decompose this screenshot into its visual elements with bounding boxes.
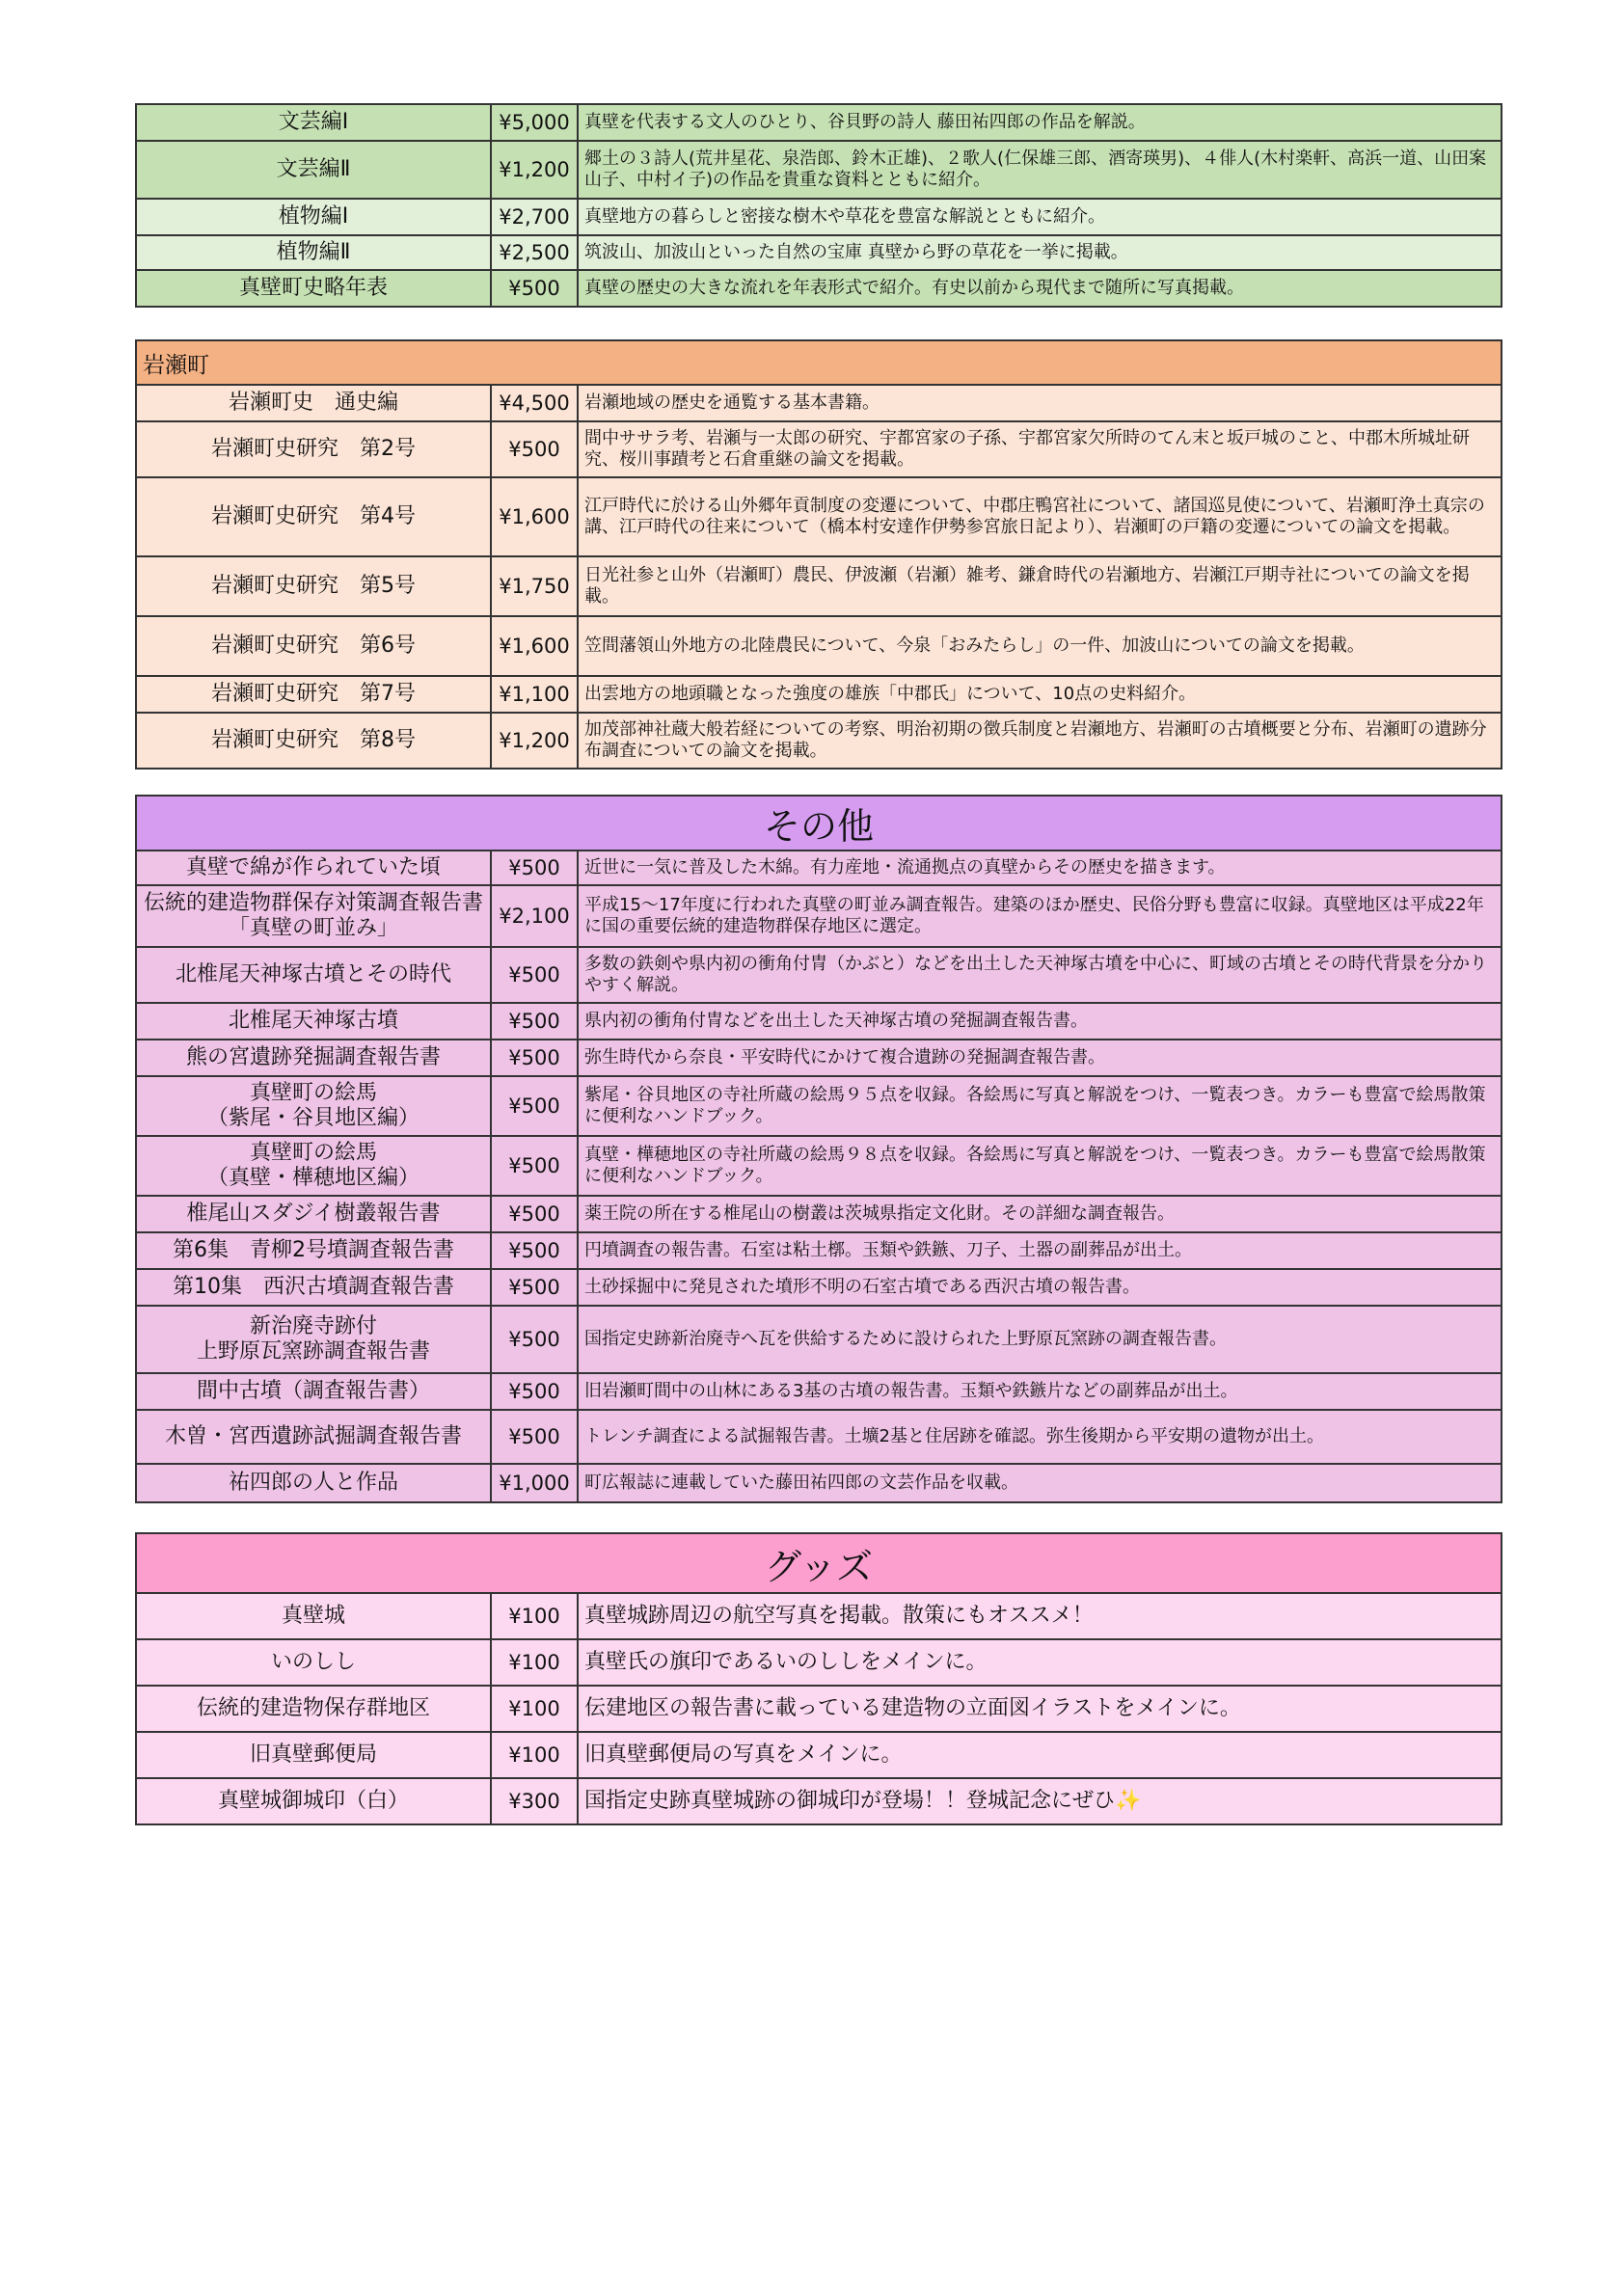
item-name: 岩瀬町史 通史編 [136,385,491,421]
item-desc: 旧岩瀬町間中の山林にある3基の古墳の報告書。玉類や鉄鏃片などの副葬品が出土。 [578,1373,1502,1410]
item-desc: 真壁城跡周辺の航空写真を掲載。散策にもオススメ！ [578,1593,1502,1639]
item-price: ¥500 [491,851,578,885]
table-row [136,616,1502,676]
table-row [136,1076,1502,1136]
item-price: ¥1,750 [491,556,578,616]
item-desc: 岩瀬地域の歴史を通覧する基本書籍。 [578,385,1502,421]
item-name: 伝統的建造物群保存対策調査報告書「真壁の町並み」 [136,885,491,947]
item-price: ¥500 [491,1136,578,1196]
item-price: ¥100 [491,1732,578,1778]
item-name: 岩瀬町史研究 第7号 [136,676,491,713]
item-price: ¥500 [491,1232,578,1269]
item-price: ¥500 [491,1410,578,1464]
iwase-table [135,339,1502,770]
item-desc: 薬王院の所在する椎尾山の樹叢は茨城県指定文化財。その詳細な調査報告。 [578,1196,1502,1232]
section-title: 岩瀬町 [136,340,1502,385]
item-desc: 郷土の３詩人(荒井星花、泉浩郎、鈴木正雄)、２歌人(仁保雄三郎、酒寄瑛男)、４俳人(木村楽軒、高浜一道、山田案山子、中村イ子)の作品を貴重な資料とともに紹介。 [578,141,1502,199]
item-name: 植物編Ⅱ [136,235,491,270]
item-desc: 多数の鉄剣や県内初の衝角付冑（かぶと）などを出土した天神塚古墳を中心に、町域の古墳とその時代背景を分かりやすく解説。 [578,947,1502,1003]
item-price: ¥1,100 [491,676,578,713]
item-desc: 江戸時代に於ける山外郷年貢制度の変遷について、中郡庄鴨宮社について、諸国巡見使について、岩瀬町浄土真宗の講、江戸時代の往来について（橋本村安達作伊勢参宮旅日記より）、岩瀬町の戸籍の変遷についての論文を掲載。 [578,477,1502,556]
item-name: 新治廃寺跡付 上野原瓦窯跡調査報告書 [136,1306,491,1373]
table-row [136,676,1502,713]
item-name: 椎尾山スダジイ樹叢報告書 [136,1196,491,1232]
item-name: 北椎尾天神塚古墳とその時代 [136,947,491,1003]
item-name: 真壁町史略年表 [136,270,491,307]
item-desc: 笠間藩領山外地方の北陸農民について、今泉「おみたらし」の一件、加波山についての論文を掲載。 [578,616,1502,676]
table-row [136,713,1502,769]
item-name: 北椎尾天神塚古墳 [136,1003,491,1040]
item-desc: 真壁・樺穂地区の寺社所蔵の絵馬９８点を収録。各絵馬に写真と解説をつけ、一覧表つき。カラーも豊富で絵馬散策に便利なハンドブック。 [578,1136,1502,1196]
table-row [136,104,1502,141]
item-desc: 真壁の歴史の大きな流れを年表形式で紹介。有史以前から現代まで随所に写真掲載。 [578,270,1502,307]
table-row [136,1732,1502,1778]
table-row [136,1196,1502,1232]
item-name: 文芸編Ⅰ [136,104,491,141]
section-header-row [136,340,1502,385]
item-name: 真壁城 [136,1593,491,1639]
item-name: 岩瀬町史研究 第5号 [136,556,491,616]
table-row [136,235,1502,270]
table-row [136,1373,1502,1410]
item-price: ¥5,000 [491,104,578,141]
item-price: ¥500 [491,1076,578,1136]
item-price: ¥2,100 [491,885,578,947]
table-row [136,1778,1502,1824]
item-name: 真壁町の絵馬 （真壁・樺穂地区編） [136,1136,491,1196]
item-desc: 県内初の衝角付冑などを出土した天神塚古墳の発掘調査報告書。 [578,1003,1502,1040]
item-desc: 円墳調査の報告書。石室は粘土槨。玉類や鉄鏃、刀子、土器の副葬品が出土。 [578,1232,1502,1269]
item-desc: 弥生時代から奈良・平安時代にかけて複合遺跡の発掘調査報告書。 [578,1040,1502,1076]
item-price: ¥1,600 [491,616,578,676]
table-row [136,1639,1502,1686]
item-desc: 旧真壁郵便局の写真をメインに。 [578,1732,1502,1778]
item-desc: 国指定史跡真壁城跡の御城印が登場！！登城記念にぜひ✨ [578,1778,1502,1824]
item-price: ¥500 [491,947,578,1003]
item-name: 旧真壁郵便局 [136,1732,491,1778]
item-desc: 土砂採掘中に発見された墳形不明の石室古墳である西沢古墳の報告書。 [578,1269,1502,1306]
item-price: ¥100 [491,1593,578,1639]
item-price: ¥500 [491,421,578,477]
makabe-table [135,103,1502,308]
table-row [136,1464,1502,1502]
item-price: ¥500 [491,1040,578,1076]
item-price: ¥300 [491,1778,578,1824]
table-row [136,1269,1502,1306]
item-name: 文芸編Ⅱ [136,141,491,199]
section-title: グッズ [136,1533,1502,1593]
section-header-row [136,1533,1502,1593]
table-row [136,947,1502,1003]
item-name: 真壁町の絵馬 （紫尾・谷貝地区編） [136,1076,491,1136]
item-name: 祐四郎の人と作品 [136,1464,491,1502]
item-desc: 真壁を代表する文人のひとり、谷貝野の詩人 藤田祐四郎の作品を解説。 [578,104,1502,141]
item-name: 岩瀬町史研究 第4号 [136,477,491,556]
table-row [136,1232,1502,1269]
item-name: 岩瀬町史研究 第6号 [136,616,491,676]
table-row [136,141,1502,199]
item-price: ¥1,200 [491,713,578,769]
table-row [136,1136,1502,1196]
table-row [136,477,1502,556]
item-price: ¥100 [491,1686,578,1732]
table-row [136,556,1502,616]
item-desc: 日光社参と山外（岩瀬町）農民、伊波瀬（岩瀬）雑考、鎌倉時代の岩瀬地方、岩瀬江戸期寺社についての論文を掲載。 [578,556,1502,616]
item-name: 第6集 青柳2号墳調査報告書 [136,1232,491,1269]
item-name: いのしし [136,1639,491,1686]
table-row [136,885,1502,947]
item-desc: 出雲地方の地頭職となった強度の雄族「中郡氏」について、10点の史料紹介。 [578,676,1502,713]
table-row [136,1410,1502,1464]
item-price: ¥500 [491,1269,578,1306]
table-row [136,1040,1502,1076]
other-table [135,795,1502,1503]
goods-table [135,1532,1502,1825]
item-name: 木曽・宮西遺跡試掘調査報告書 [136,1410,491,1464]
item-price: ¥500 [491,270,578,307]
section-header-row [136,796,1502,851]
item-price: ¥100 [491,1639,578,1686]
item-desc: 筑波山、加波山といった自然の宝庫 真壁から野の草花を一挙に掲載。 [578,235,1502,270]
item-desc: 真壁地方の暮らしと密接な樹木や草花を豊富な解説とともに紹介。 [578,199,1502,235]
item-name: 真壁で綿が作られていた頃 [136,851,491,885]
section-title: その他 [136,796,1502,851]
item-price: ¥500 [491,1373,578,1410]
table-row [136,851,1502,885]
item-name: 岩瀬町史研究 第8号 [136,713,491,769]
item-desc: 間中ササラ考、岩瀬与一太郎の研究、宇都宮家の子孫、宇都宮家欠所時のてん末と坂戸城のこと、中郡木所城址研究、桜川事蹟考と石倉重継の論文を掲載。 [578,421,1502,477]
item-price: ¥2,700 [491,199,578,235]
item-name: 岩瀬町史研究 第2号 [136,421,491,477]
item-desc: 近世に一気に普及した木綿。有力産地・流通拠点の真壁からその歴史を描きます。 [578,851,1502,885]
table-row [136,1686,1502,1732]
item-name: 間中古墳（調査報告書） [136,1373,491,1410]
item-price: ¥1,600 [491,477,578,556]
item-price: ¥500 [491,1196,578,1232]
item-desc: 平成15～17年度に行われた真壁の町並み調査報告。建築のほか歴史、民俗分野も豊富に収録。真壁地区は平成22年に国の重要伝統的建造物群保存地区に選定。 [578,885,1502,947]
item-price: ¥500 [491,1306,578,1373]
item-name: 植物編Ⅰ [136,199,491,235]
item-price: ¥1,000 [491,1464,578,1502]
item-price: ¥500 [491,1003,578,1040]
item-price: ¥2,500 [491,235,578,270]
table-row [136,385,1502,421]
table-row [136,421,1502,477]
table-row [136,199,1502,235]
item-price: ¥1,200 [491,141,578,199]
item-name: 伝統的建造物保存群地区 [136,1686,491,1732]
item-desc: 真壁氏の旗印であるいのししをメインに。 [578,1639,1502,1686]
table-row [136,1003,1502,1040]
item-desc: 町広報誌に連載していた藤田祐四郎の文芸作品を収載。 [578,1464,1502,1502]
item-desc: 伝建地区の報告書に載っている建造物の立面図イラストをメインに。 [578,1686,1502,1732]
item-name: 熊の宮遺跡発掘調査報告書 [136,1040,491,1076]
item-price: ¥4,500 [491,385,578,421]
table-row [136,1306,1502,1373]
item-desc: トレンチ調査による試掘報告書。土壙2基と住居跡を確認。弥生後期から平安期の遺物が出土。 [578,1410,1502,1464]
item-name: 真壁城御城印（白） [136,1778,491,1824]
item-name: 第10集 西沢古墳調査報告書 [136,1269,491,1306]
table-row [136,270,1502,307]
item-desc: 国指定史跡新治廃寺へ瓦を供給するために設けられた上野原瓦窯跡の調査報告書。 [578,1306,1502,1373]
table-row [136,1593,1502,1639]
item-desc: 加茂部神社蔵大般若経についての考察、明治初期の徴兵制度と岩瀬地方、岩瀬町の古墳概要と分布、岩瀬町の遺跡分布調査についての論文を掲載。 [578,713,1502,769]
item-desc: 紫尾・谷貝地区の寺社所蔵の絵馬９５点を収録。各絵馬に写真と解説をつけ、一覧表つき。カラーも豊富で絵馬散策に便利なハンドブック。 [578,1076,1502,1136]
